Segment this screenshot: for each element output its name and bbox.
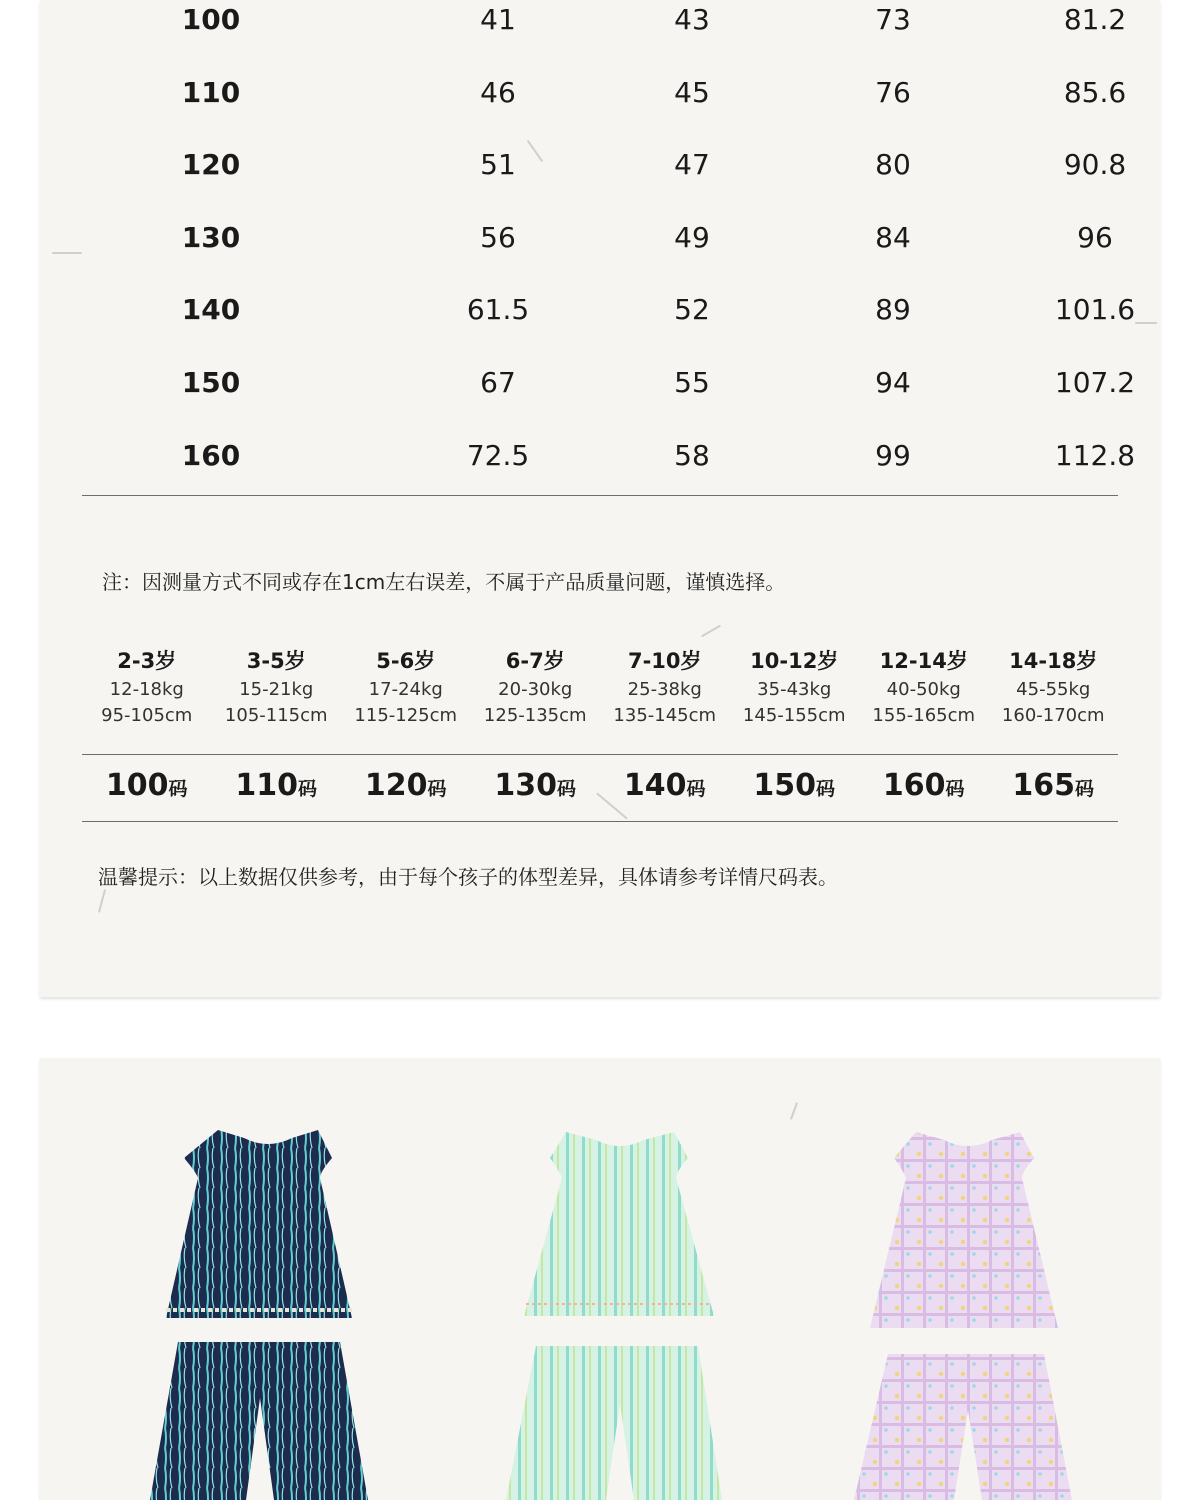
table-row	[82, 290, 1136, 363]
age-label: 7-10岁	[627, 649, 702, 673]
measurement-cell: 51	[480, 148, 516, 182]
size-code-unit: 码	[557, 778, 577, 800]
age-column	[988, 645, 1118, 729]
table-row	[82, 0, 1127, 73]
age-weight: 40-50kg	[886, 679, 961, 700]
size-code	[341, 768, 471, 803]
age-height: 135-145cm	[613, 705, 717, 726]
measurement-cell: 55	[674, 366, 710, 399]
age-label: 6-7岁	[505, 649, 565, 673]
size-cell: 140	[181, 293, 241, 327]
age-height: 160-170cm	[1001, 705, 1105, 726]
size-code-unit: 码	[686, 778, 706, 800]
size-code-number: 150	[753, 768, 817, 803]
table-row	[82, 436, 1136, 509]
age-label: 12-14岁	[879, 649, 968, 673]
guide-divider-top	[82, 754, 1118, 755]
size-cell: 100	[181, 3, 241, 36]
measurement-cell: 81.2	[1063, 3, 1127, 36]
measurement-cell: 43	[674, 3, 710, 36]
age-height: 145-155cm	[742, 705, 846, 726]
size-code-number: 140	[623, 768, 687, 803]
size-code-unit: 码	[168, 778, 188, 800]
size-cell: 150	[181, 366, 241, 399]
navy-pants-icon	[150, 1342, 368, 1500]
size-cell: 110	[181, 75, 241, 109]
age-column	[600, 645, 730, 729]
measurement-cell: 45	[674, 75, 710, 109]
age-weight: 17-24kg	[368, 679, 443, 700]
age-column	[470, 645, 600, 729]
size-code	[859, 768, 989, 803]
age-label: 2-3岁	[117, 649, 177, 673]
mint-pants-icon	[506, 1346, 722, 1500]
size-code-number: 110	[235, 768, 299, 803]
size-code-number: 165	[1012, 768, 1076, 803]
measurement-cell: 73	[875, 3, 911, 36]
measurement-cell: 76	[875, 75, 911, 109]
age-column	[211, 645, 341, 729]
measurement-cell: 56	[480, 220, 516, 254]
measurement-cell: 112.8	[1054, 438, 1136, 472]
table-bottom-divider	[82, 495, 1118, 496]
size-cell: 160	[181, 438, 241, 472]
guide-divider-bottom	[82, 821, 1118, 822]
measurement-note: 注：因测量方式不同或存在1cm左右误差，不属于产品质量问题，谨慎选择。	[102, 570, 786, 594]
measurement-cell: 90.8	[1063, 148, 1127, 182]
lilac-check-outfit	[848, 1128, 1088, 1500]
measurement-cell: 84	[875, 220, 911, 254]
age-weight: 35-43kg	[757, 679, 832, 700]
size-code-unit: 码	[816, 778, 836, 800]
lilac-pants-icon	[854, 1354, 1072, 1500]
age-column	[341, 645, 471, 729]
measurement-cell: 89	[875, 293, 911, 327]
age-height: 125-135cm	[483, 705, 587, 726]
size-code-number: 120	[364, 768, 428, 803]
size-code-unit: 码	[945, 778, 965, 800]
size-code-unit: 码	[1075, 778, 1095, 800]
age-column	[729, 645, 859, 729]
age-weight: 45-55kg	[1016, 679, 1091, 700]
age-weight: 20-30kg	[498, 679, 573, 700]
measurement-cell: 46	[480, 75, 516, 109]
measurement-cell: 107.2	[1054, 366, 1136, 399]
navy-top-icon	[166, 1130, 352, 1318]
age-weight: 12-18kg	[109, 679, 184, 700]
mint-stripe-outfit	[500, 1128, 740, 1500]
age-label: 14-18岁	[1009, 649, 1098, 673]
size-code-number: 100	[105, 768, 169, 803]
table-row	[82, 218, 1118, 291]
measurement-cell: 101.6	[1054, 293, 1136, 327]
size-code-number: 130	[494, 768, 558, 803]
table-row	[82, 363, 1136, 436]
size-code	[729, 768, 859, 803]
size-code	[211, 768, 341, 803]
size-code	[988, 768, 1118, 803]
paper-fleck	[790, 1102, 798, 1120]
age-weight: 25-38kg	[627, 679, 702, 700]
measurement-cell: 99	[875, 438, 911, 472]
size-code	[600, 768, 730, 803]
age-height: 105-115cm	[224, 705, 328, 726]
size-code-number: 160	[882, 768, 946, 803]
measurement-cell: 96	[1077, 220, 1113, 254]
measurement-cell: 47	[674, 148, 710, 182]
age-height: 155-165cm	[872, 705, 976, 726]
size-cell: 130	[181, 220, 241, 254]
measurement-cell: 52	[674, 293, 710, 327]
age-column	[82, 645, 212, 729]
measurement-cell: 94	[875, 366, 911, 399]
age-height: 95-105cm	[101, 705, 193, 726]
age-label: 5-6岁	[376, 649, 436, 673]
paper-fleck	[98, 889, 106, 913]
size-code-unit: 码	[298, 778, 318, 800]
measurement-cell: 49	[674, 220, 710, 254]
measurement-cell: 72.5	[466, 438, 530, 472]
paper-fleck	[701, 625, 721, 638]
table-row	[82, 73, 1127, 146]
age-height: 115-125cm	[354, 705, 458, 726]
size-code	[82, 768, 212, 803]
measurement-cell: 80	[875, 148, 911, 182]
age-column	[859, 645, 989, 729]
size-code	[470, 768, 600, 803]
size-cell: 120	[181, 148, 241, 182]
measurement-cell: 61.5	[466, 293, 530, 327]
age-label: 10-12岁	[750, 649, 839, 673]
age-weight: 15-21kg	[239, 679, 314, 700]
mint-top-icon	[524, 1132, 714, 1316]
size-code-unit: 码	[427, 778, 447, 800]
measurement-cell: 85.6	[1063, 75, 1127, 109]
paper-fleck	[52, 252, 82, 254]
warm-tip: 温馨提示：以上数据仅供参考，由于每个孩子的体型差异，具体请参考详情尺码表。	[98, 865, 838, 889]
measurement-cell: 67	[480, 366, 516, 399]
measurement-cell: 58	[674, 438, 710, 472]
product-panel	[40, 1058, 1160, 1500]
age-label: 3-5岁	[246, 649, 306, 673]
size-chart-panel	[40, 0, 1160, 997]
navy-stripe-outfit	[148, 1128, 388, 1500]
table-row	[82, 145, 1127, 218]
lilac-top-icon	[870, 1132, 1058, 1328]
measurement-cell: 41	[480, 3, 516, 36]
